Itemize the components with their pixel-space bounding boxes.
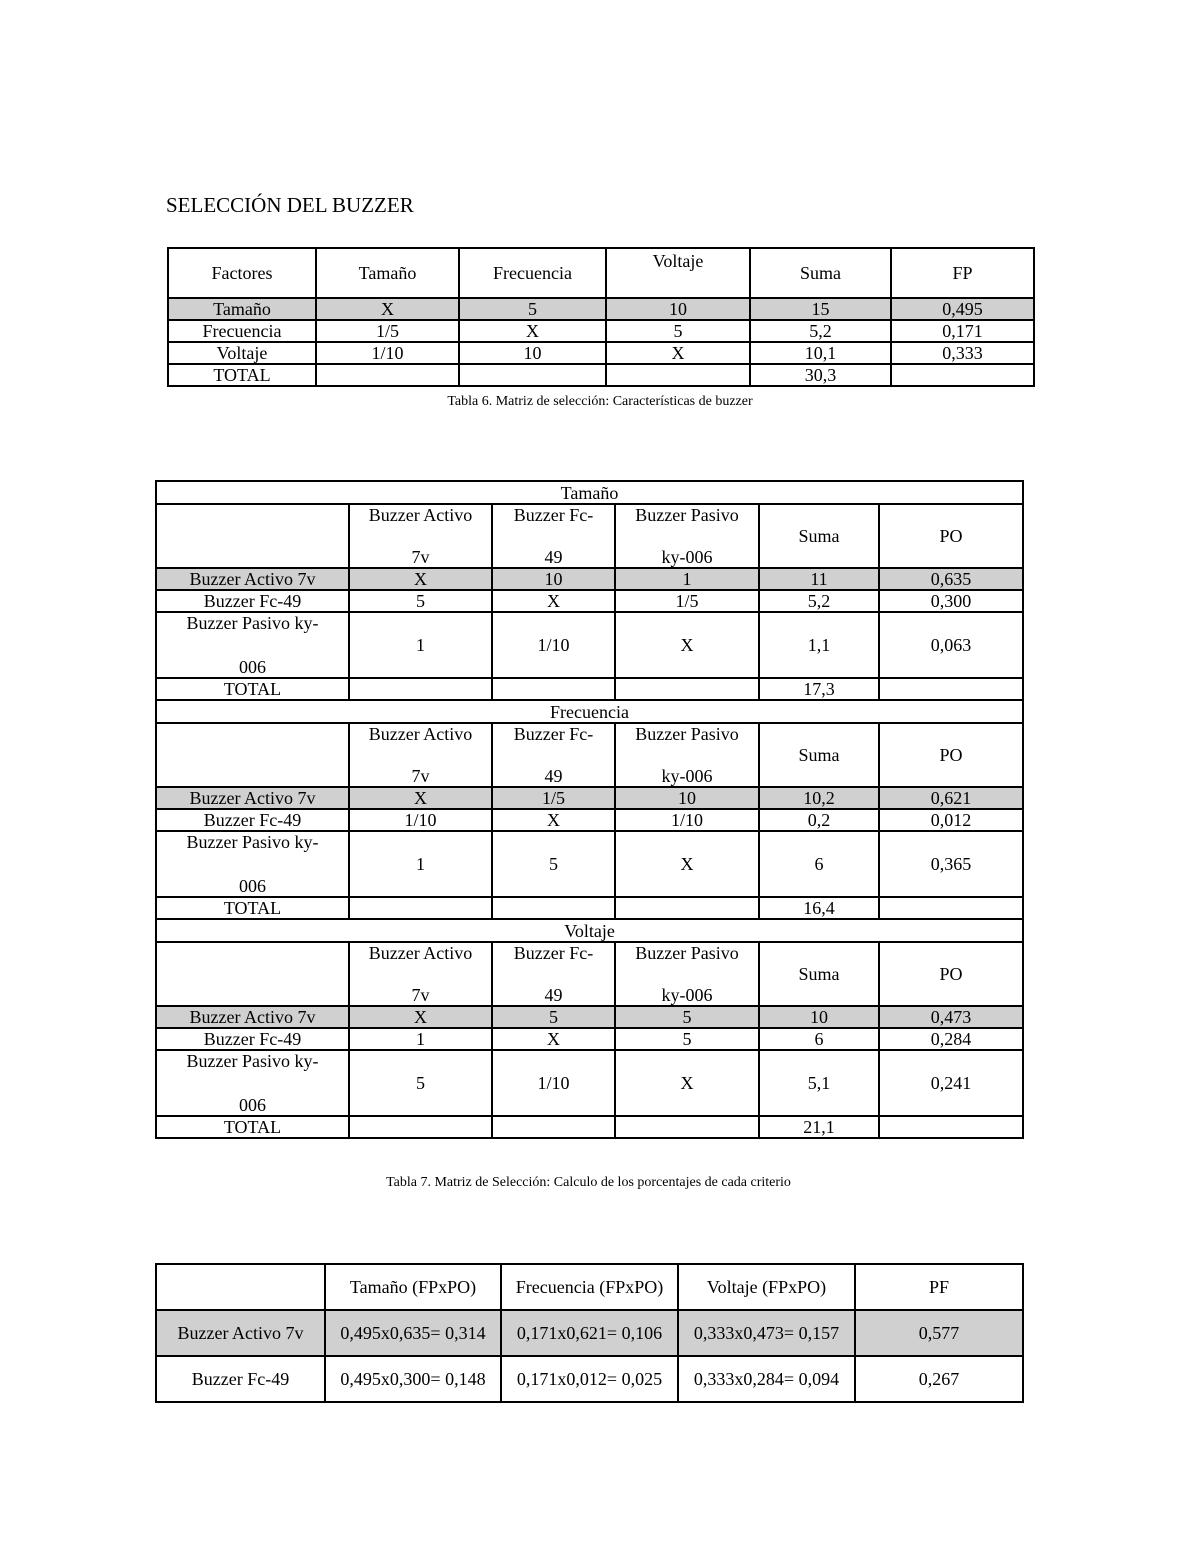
table-cell: 10 [615, 787, 759, 809]
table-cell [492, 1116, 615, 1138]
header-line: 7v [411, 766, 430, 786]
table-cell [156, 831, 349, 897]
table-cell: Voltaje [168, 342, 316, 364]
header-cell [615, 504, 759, 568]
percentages-matrix-table [155, 480, 1024, 1139]
table-cell: 5 [492, 1006, 615, 1028]
table-cell: Tamaño [168, 298, 316, 320]
header-cell: Frecuencia [459, 248, 606, 298]
table-cell: 21,1 [759, 1116, 879, 1138]
page-heading: SELECCIÓN DEL BUZZER [166, 193, 414, 217]
table-cell: 1 [349, 831, 492, 897]
table-cell: X [316, 298, 459, 320]
header-line: Buzzer Pasivo [635, 724, 739, 744]
table-cell: 6 [759, 1028, 879, 1050]
table-cell: 0,063 [879, 612, 1023, 678]
table-cell: 0,333x0,284= 0,094 [678, 1356, 855, 1402]
row-label-line: 006 [239, 657, 266, 677]
table-header-row [156, 504, 1023, 568]
table-cell: X [349, 787, 492, 809]
table-cell [615, 897, 759, 919]
table-cell: X [606, 342, 750, 364]
table-cell [156, 612, 349, 678]
table-cell: TOTAL [168, 364, 316, 386]
table-cell: 5 [615, 1006, 759, 1028]
table-cell [492, 678, 615, 700]
row-label-line: Buzzer Pasivo ky- [186, 832, 319, 852]
table-row [156, 1310, 1023, 1356]
table-cell: 1/5 [316, 320, 459, 342]
table-cell: 5 [459, 298, 606, 320]
table-cell: 11 [759, 568, 879, 590]
table-cell: 1/5 [492, 787, 615, 809]
header-line: Buzzer Activo [368, 724, 473, 744]
table-cell: 10 [759, 1006, 879, 1028]
header-cell [156, 942, 349, 1006]
table-cell [492, 897, 615, 919]
table-cell: 0,577 [855, 1310, 1023, 1356]
table-cell: 10 [606, 298, 750, 320]
table-row [156, 612, 1023, 678]
table-cell: X [349, 568, 492, 590]
table-caption: Tabla 7. Matriz de Selección: Calculo de los porcentajes de cada criterio [386, 1175, 791, 1190]
header-cell [156, 1264, 325, 1310]
row-label-line: Buzzer Pasivo ky- [186, 613, 319, 633]
table-cell: 0,333 [891, 342, 1034, 364]
table-cell: 1/10 [492, 1050, 615, 1116]
table-cell: 1/5 [615, 590, 759, 612]
table-cell: X [492, 1028, 615, 1050]
table-cell: 0,495x0,635= 0,314 [325, 1310, 501, 1356]
section-title-row [156, 481, 1023, 504]
table-cell: Buzzer Activo 7v [156, 1310, 325, 1356]
table-row [156, 831, 1023, 897]
table-header-row [156, 942, 1023, 1006]
header-cell: Suma [750, 248, 891, 298]
table-cell [879, 897, 1023, 919]
header-cell [615, 942, 759, 1006]
final-score-table [155, 1263, 1024, 1403]
section-title-row [156, 919, 1023, 942]
header-cell: Frecuencia (FPxPO) [501, 1264, 678, 1310]
table-cell: 1/10 [492, 612, 615, 678]
table-cell [891, 364, 1034, 386]
section-title: Voltaje [156, 919, 1023, 942]
table-cell: 5 [606, 320, 750, 342]
header-cell [492, 723, 615, 787]
table-cell [459, 364, 606, 386]
table-row [156, 787, 1023, 809]
table-row [156, 1356, 1023, 1402]
header-line: 7v [411, 985, 430, 1005]
table-cell: X [615, 612, 759, 678]
table-cell: 0,495 [891, 298, 1034, 320]
table-row-total [156, 1116, 1023, 1138]
table-cell: TOTAL [156, 897, 349, 919]
header-line: Buzzer Pasivo [635, 943, 739, 963]
table-cell: Buzzer Fc-49 [156, 590, 349, 612]
header-cell: Voltaje [606, 248, 750, 298]
table-cell: 30,3 [750, 364, 891, 386]
table-row-total [168, 364, 1034, 386]
header-line: ky-006 [661, 985, 713, 1005]
section-tamano [156, 481, 1023, 700]
header-line: ky-006 [661, 547, 713, 567]
table-cell: X [615, 1050, 759, 1116]
table-cell: Buzzer Activo 7v [156, 787, 349, 809]
table-row [156, 1028, 1023, 1050]
header-line: 49 [544, 985, 563, 1005]
header-cell [492, 504, 615, 568]
table-row [168, 342, 1034, 364]
table-cell [349, 678, 492, 700]
header-cell [349, 723, 492, 787]
table-cell: 0,473 [879, 1006, 1023, 1028]
table-cell: 10 [492, 568, 615, 590]
table-cell: 0,2 [759, 809, 879, 831]
table-cell: 0,284 [879, 1028, 1023, 1050]
header-cell: PO [879, 723, 1023, 787]
header-line: Buzzer Fc- [513, 943, 594, 963]
table-cell: X [615, 831, 759, 897]
table-cell: X [492, 809, 615, 831]
header-cell [156, 723, 349, 787]
table-cell: 6 [759, 831, 879, 897]
table-row-total [156, 678, 1023, 700]
table-row [168, 320, 1034, 342]
table-cell: Buzzer Fc-49 [156, 1028, 349, 1050]
table-cell: 1/10 [316, 342, 459, 364]
table-cell: TOTAL [156, 1116, 349, 1138]
table-cell: Buzzer Activo 7v [156, 568, 349, 590]
header-line: 49 [544, 766, 563, 786]
table-cell [615, 678, 759, 700]
table-cell: 1,1 [759, 612, 879, 678]
table-row [156, 568, 1023, 590]
row-label-line: Buzzer Pasivo ky- [186, 1051, 319, 1071]
table-header-row [168, 248, 1034, 298]
table-header-row [156, 1264, 1023, 1310]
header-cell: Suma [759, 723, 879, 787]
table-row [156, 809, 1023, 831]
table-row-total [156, 897, 1023, 919]
header-line: Buzzer Activo [368, 943, 473, 963]
table-cell: 15 [750, 298, 891, 320]
table-cell: 16,4 [759, 897, 879, 919]
table-row [156, 1006, 1023, 1028]
table-cell: 1 [349, 612, 492, 678]
table-cell: Frecuencia [168, 320, 316, 342]
table-cell: 0,333x0,473= 0,157 [678, 1310, 855, 1356]
header-line: Buzzer Activo [368, 505, 473, 525]
section-title-row [156, 700, 1023, 723]
table-row [168, 298, 1034, 320]
table-cell: 0,241 [879, 1050, 1023, 1116]
table-cell: 5,2 [750, 320, 891, 342]
table-cell [156, 1050, 349, 1116]
table-caption: Tabla 6. Matriz de selección: Características de buzzer [447, 394, 753, 409]
table-cell: 5 [615, 1028, 759, 1050]
section-frecuencia [156, 700, 1023, 919]
table-cell [349, 897, 492, 919]
row-label-line: 006 [239, 1095, 266, 1115]
section-voltaje [156, 919, 1023, 1138]
header-cell [615, 723, 759, 787]
table-cell: 0,365 [879, 831, 1023, 897]
header-cell: Tamaño [316, 248, 459, 298]
table-cell: 17,3 [759, 678, 879, 700]
table-cell: 0,171x0,621= 0,106 [501, 1310, 678, 1356]
header-cell: PF [855, 1264, 1023, 1310]
table-cell: X [492, 590, 615, 612]
table-row [156, 590, 1023, 612]
table-cell: Buzzer Fc-49 [156, 1356, 325, 1402]
table-cell: 10,1 [750, 342, 891, 364]
table-cell: 1 [349, 1028, 492, 1050]
table-cell: TOTAL [156, 678, 349, 700]
header-line: ky-006 [661, 766, 713, 786]
table-cell [879, 1116, 1023, 1138]
header-cell [492, 942, 615, 1006]
table-cell: X [349, 1006, 492, 1028]
header-cell [349, 504, 492, 568]
header-cell [349, 942, 492, 1006]
header-line: Buzzer Fc- [513, 724, 594, 744]
criteria-matrix-table [167, 247, 1035, 387]
header-line: Buzzer Pasivo [635, 505, 739, 525]
table-cell: 10 [459, 342, 606, 364]
table-cell: Buzzer Activo 7v [156, 1006, 349, 1028]
table-cell [316, 364, 459, 386]
table-cell: 0,621 [879, 787, 1023, 809]
table-cell: 5 [492, 831, 615, 897]
table-cell: 0,635 [879, 568, 1023, 590]
table-cell: 10,2 [759, 787, 879, 809]
table-cell [349, 1116, 492, 1138]
header-cell: Suma [759, 504, 879, 568]
table-header-row [156, 723, 1023, 787]
table-cell: 1 [615, 568, 759, 590]
table-row [156, 1050, 1023, 1116]
header-cell: PO [879, 504, 1023, 568]
table-cell: Buzzer Fc-49 [156, 809, 349, 831]
header-cell: Factores [168, 248, 316, 298]
header-line: 7v [411, 547, 430, 567]
header-cell: Tamaño (FPxPO) [325, 1264, 501, 1310]
table-cell [615, 1116, 759, 1138]
table-cell: 5 [349, 1050, 492, 1116]
table-cell: 1/10 [615, 809, 759, 831]
header-cell: Suma [759, 942, 879, 1006]
table-cell: 5 [349, 590, 492, 612]
table-cell: 1/10 [349, 809, 492, 831]
header-line: Buzzer Fc- [513, 505, 594, 525]
table-cell: 5,1 [759, 1050, 879, 1116]
header-cell: FP [891, 248, 1034, 298]
table-cell: 0,267 [855, 1356, 1023, 1402]
section-title: Frecuencia [156, 700, 1023, 723]
table-cell: X [459, 320, 606, 342]
row-label-line: 006 [239, 876, 266, 896]
table-cell: 0,171 [891, 320, 1034, 342]
table-cell: 0,495x0,300= 0,148 [325, 1356, 501, 1402]
header-cell: Voltaje (FPxPO) [678, 1264, 855, 1310]
table-cell: 5,2 [759, 590, 879, 612]
table-cell: 0,012 [879, 809, 1023, 831]
header-line: 49 [544, 547, 563, 567]
header-cell: PO [879, 942, 1023, 1006]
table-cell [879, 678, 1023, 700]
table-cell: 0,171x0,012= 0,025 [501, 1356, 678, 1402]
section-title: Tamaño [156, 481, 1023, 504]
table-cell [606, 364, 750, 386]
table-cell: 0,300 [879, 590, 1023, 612]
header-cell [156, 504, 349, 568]
